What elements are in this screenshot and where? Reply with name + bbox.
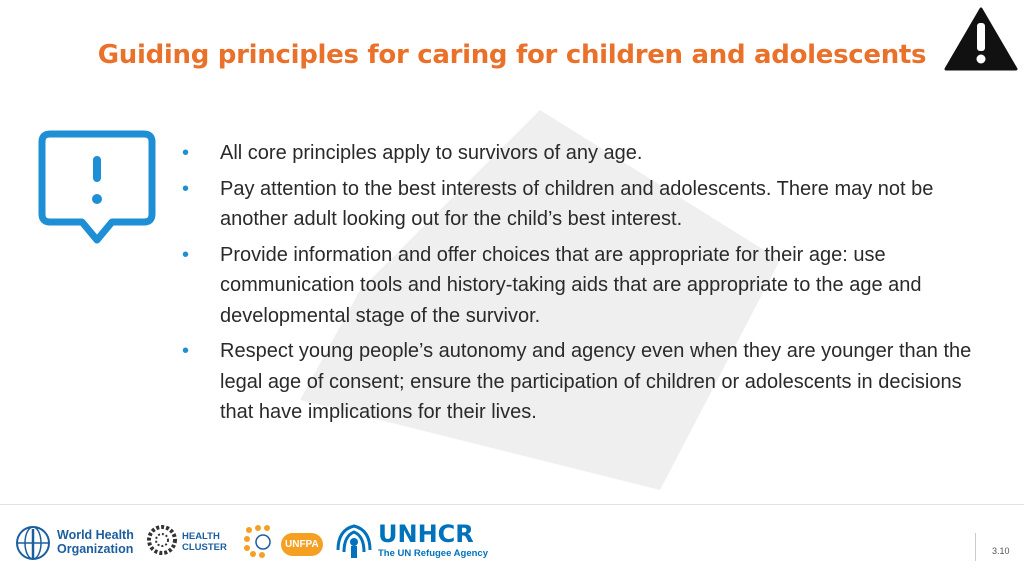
health-cluster-line-1: HEALTH	[182, 531, 220, 542]
principles-list	[178, 138, 998, 433]
bullet-marker: •	[182, 340, 190, 362]
bullet-text: Pay attention to the best interests of children and adolescents. There may not be another adult looking out for the child’s best interest.	[220, 177, 934, 230]
list-item	[178, 240, 998, 332]
slide-title: Guiding principles for caring for children and adolescents	[97, 40, 927, 70]
list-item	[178, 174, 998, 235]
bullet-text: All core principles apply to survivors of any age.	[220, 142, 643, 164]
page-number: 3.10	[992, 546, 1010, 556]
warning-triangle-icon	[944, 7, 1018, 71]
who-logo-text	[57, 528, 134, 556]
list-item	[178, 138, 998, 169]
bullet-text: Respect young people’s autonomy and agency even when they are younger than the legal age of consent; ensure the participation of children or adolescents in decisions that have implications for their lives.	[220, 340, 972, 423]
unfpa-logo-text: UNFPA	[281, 533, 323, 556]
bullet-marker: •	[182, 177, 190, 200]
bullet-marker: •	[182, 243, 190, 266]
unhcr-logo-text: UNHCR	[378, 520, 474, 548]
footer-divider	[0, 504, 1024, 505]
who-line-2: Organization	[57, 542, 134, 556]
unhcr-emblem-icon	[334, 522, 374, 560]
bullet-text: Provide information and offer choices that are appropriate for their age: use communication tools and history-taking aids that are appropriate to the age and developmental stage of the survivor.	[220, 243, 922, 327]
bullet-marker: •	[182, 142, 190, 164]
unhcr-tagline: The UN Refugee Agency	[378, 548, 488, 559]
who-emblem-icon	[14, 524, 52, 562]
alert-speech-bubble-icon	[36, 128, 158, 252]
who-line-1: World Health	[57, 528, 134, 542]
health-cluster-swirl-icon	[146, 524, 178, 556]
health-cluster-logo-text	[182, 531, 227, 553]
page-number-divider	[975, 533, 976, 561]
list-item	[178, 336, 998, 428]
unfpa-dots-icon	[243, 524, 279, 558]
health-cluster-line-2: CLUSTER	[182, 542, 227, 553]
